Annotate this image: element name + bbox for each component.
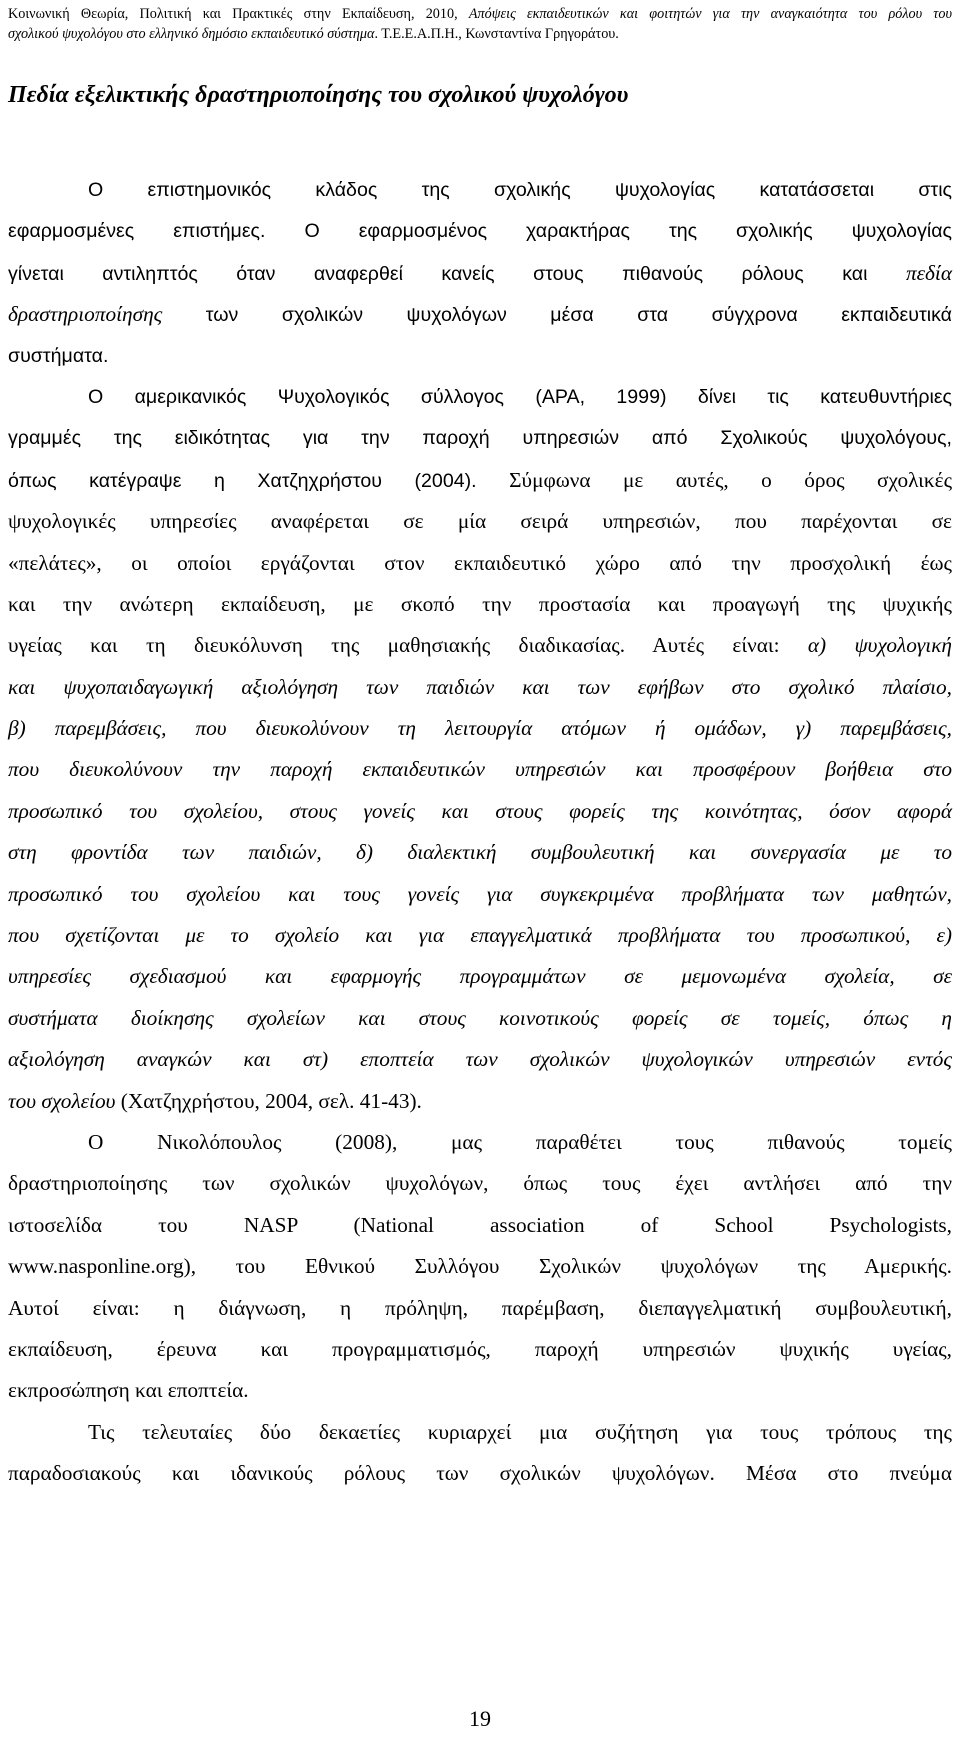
text-run: www.nasponline.org),	[8, 1254, 236, 1279]
text-line	[8, 1246, 952, 1287]
body-text	[8, 170, 952, 1495]
text-line	[8, 1453, 952, 1494]
text-run-italic: του σχολείου	[8, 1088, 116, 1113]
text-run: υγείας και τη διευκόλυνση της μαθησιακής διαδικασίας.	[8, 633, 653, 658]
section-heading: Πεδία εξελικτικής δραστηριοποίησης του σχολικού ψυχολόγου	[8, 82, 629, 108]
header-line-1	[8, 4, 952, 24]
text-line: που σχετίζονται με το σχολείο και για επαγγελματικά προβλήματα του προσωπικού, ε)	[8, 923, 952, 948]
text-line	[8, 377, 952, 418]
text-run: Αυτές είναι:	[652, 633, 808, 658]
text-line: γραμμές της ειδικότητας για την παροχή υπηρεσιών από Σχολικούς ψυχολόγους,	[8, 427, 952, 450]
text-line	[8, 1081, 952, 1122]
text-line: και την ανώτερη εκπαίδευση, με σκοπό την προστασία και προαγωγή της ψυχικής	[8, 591, 952, 616]
text-line: στη φροντίδα των παιδιών, δ) διαλεκτική συμβουλευτική και συνεργασία με το	[8, 840, 952, 865]
header-line-2	[8, 24, 952, 44]
text-line: Αυτοί είναι: η διάγνωση, η πρόληψη, παρέμβαση, διεπαγγελματική συμβουλευτική,	[8, 1295, 952, 1320]
text-run: όπως κατέγραψε η Χατζηχρήστου (2004).	[8, 469, 510, 492]
text-line: β) παρεμβάσεις, που διευκολύνουν τη λειτουργία ατόμων ή ομάδων, γ) παρεμβάσεις,	[8, 716, 952, 741]
text-run: των σχολικών ψυχολόγων μέσα στα σύγχρονα εκπαιδευτικά	[162, 304, 952, 327]
text-run-serif: (Χατζηχρήστου, 2004, σελ. 41-43).	[115, 1088, 422, 1113]
header-source: Κοινωνική Θεωρία, Πολιτική και Πρακτικές στην Εκπαίδευση, 2010,	[8, 6, 469, 22]
header-author: . Τ.Ε.Ε.Α.Π.Η., Κωνσταντίνα Γρηγοράτου.	[374, 26, 619, 42]
text-line: εφαρμοσμένες επιστήμες. Ο εφαρμοσμένος χαρακτήρας της σχολικής ψυχολογίας	[8, 220, 952, 243]
text-run-serif: Σύμφωνα με αυτές, ο όρος σχολικές	[509, 467, 952, 492]
text-run: παραδοσιακούς και ιδανικούς ρόλους των σχολικών ψυχολόγων.	[8, 1461, 746, 1486]
text-line: Ο επιστημονικός κλάδος της σχολικής ψυχολογίας κατατάσσεται στις	[88, 179, 952, 201]
text-line: ψυχολογικές υπηρεσίες αναφέρεται σε μία σειρά υπηρεσιών, που παρέχονται σε	[8, 509, 952, 534]
text-line: προσωπικό του σχολείου, στους γονείς και στους φορείς της κοινότητας, όσον αφορά	[8, 798, 952, 823]
text-line: εκπαίδευση, έρευνα και προγραμματισμός, παροχή υπηρεσιών ψυχικής υγείας,	[8, 1336, 952, 1361]
running-header	[8, 4, 952, 44]
header-title-cont: σχολικού ψυχολόγου στο ελληνικό δημόσιο εκπαιδευτικό σύστημα	[8, 26, 375, 42]
text-line	[8, 625, 952, 666]
text-run: Ο αμερικανικός Ψυχολογικός σύλλογος (APA, 1999) δίνει τις κατευθυντήριες	[88, 385, 952, 408]
text-line: Τις τελευταίες δύο δεκαετίες κυριαρχεί μια συζήτηση για τους τρόπους της	[88, 1419, 952, 1444]
text-line: εκπροσώπηση και εποπτεία.	[8, 1378, 249, 1403]
text-line: και ψυχοπαιδαγωγική αξιολόγηση των παιδιών και των εφήβων στο σχολικό πλαίσιο,	[8, 674, 952, 699]
text-run-italic: πεδία	[905, 260, 952, 285]
header-title: Απόψεις εκπαιδευτικών και φοιτητών για την αναγκαιότητα του ρόλου του	[468, 6, 952, 22]
text-line: υπηρεσίες σχεδιασμού και εφαρμογής προγραμμάτων σε μεμονωμένα σχολεία, σε	[8, 964, 952, 989]
text-line: αξιολόγηση αναγκών και στ) εποπτεία των σχολικών ψυχολογικών υπηρεσιών εντός	[8, 1047, 952, 1072]
text-line: προσωπικό του σχολείου και τους γονείς για συγκεκριμένα προβλήματα των μαθητών,	[8, 881, 952, 906]
text-run-italic: α) ψυχολογική	[807, 633, 952, 658]
text-line: δραστηριοποίησης των σχολικών ψυχολόγων, όπως τους έχει αντλήσει από την	[8, 1171, 952, 1196]
text-line	[8, 253, 952, 294]
page-number: 19	[469, 1706, 491, 1731]
text-line: ιστοσελίδα του NASP (National association of School Psychologists,	[8, 1212, 952, 1237]
text-line: που διευκολύνουν την παροχή εκπαιδευτικών υπηρεσιών και προσφέρουν βοήθεια στο	[8, 757, 952, 782]
text-line	[8, 460, 952, 501]
text-run: του Εθνικού Συλλόγου Σχολικών ψυχολόγων της Αμερικής.	[235, 1254, 952, 1279]
text-line: συστήματα διοίκησης σχολείων και στους κοινοτικούς φορείς σε τομείς, όπως η	[8, 1005, 952, 1030]
text-run: Μέσα στο πνεύμα	[745, 1461, 952, 1486]
text-line: συστήματα.	[8, 344, 109, 367]
text-line: Ο Νικολόπουλος (2008), μας παραθέτει τους πιθανούς τομείς	[88, 1129, 952, 1154]
text-run-italic: δραστηριοποίησης	[8, 302, 163, 327]
text-run: γίνεται αντιληπτός όταν αναφερθεί κανείς στους πιθανούς ρόλους και	[8, 262, 906, 285]
text-line	[8, 294, 952, 335]
text-line: «πελάτες», οι οποίοι εργάζονται στον εκπαιδευτικό χώρο από την προσχολική έως	[8, 550, 952, 575]
